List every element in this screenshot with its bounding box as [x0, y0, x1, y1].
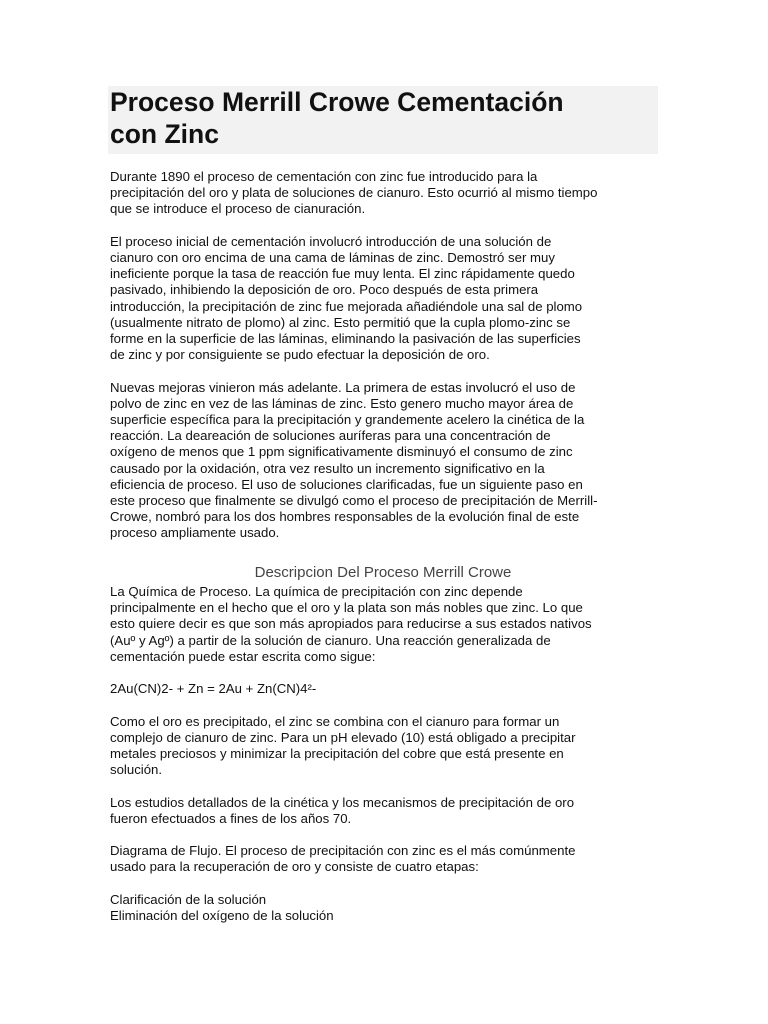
document-title: Proceso Merrill Crowe Cementación con Zinc: [110, 87, 564, 149]
section-text: [110, 584, 662, 924]
section-paragraph-1: La Química de Proceso. La química de precipitación con zinc depende principalmente en el hecho que el oro y la plata son más nobles que zinc. Lo que esto quiere decir es que son más apropiados para reducirse a sus estados nativos (Auº y Agº) a partir de la solución de cianuro. Una reacción generalizada de cementación puede estar escrita como sigue:: [110, 584, 592, 664]
intro-paragraph-3: Nuevas mejoras vinieron más adelante. La primera de estas involucró el uso de polvo de zinc en vez de las láminas de zinc. Esto genero mucho mayor área de superficie específica para la precipitación y grandemente acelero la cinética de la reacción. La deareación de soluciones auríferas para una concentración de oxígeno de menos que 1 ppm significativamente disminuyó el consumo de zinc causado por la oxidación, otra vez resulto un incremento significativo en la eficiencia de proceso. El uso de soluciones clarificadas, fue un siguiente paso en este proceso que finalmente se divulgó como el proceso de precipitación de Merrill- Crowe, nombró para los dos hombres responsables de la evolución final de este proceso ampliamente usado.: [110, 379, 598, 541]
section-heading: Descripcion Del Proceso Merrill Crowe: [254, 564, 512, 581]
reaction-equation: 2Au(CN)2- + Zn = 2Au + Zn(CN)4²-: [110, 681, 317, 697]
step-1: Clarificación de la solución: [110, 891, 267, 907]
intro-paragraph-2: El proceso inicial de cementación involucró introducción de una solución de cianuro con oro encima de una cama de láminas de zinc. Demostró ser muy ineficiente porque la tasa de reacción fue muy lenta. El zinc rápidamente quedo pasivado, inhibiendo la deposición de oro. Poco después de esta primera introducción, la precipitación de zinc fue mejorada añadiéndole una sal de plomo (usualmente nitrato de plomo) al zinc. Esto permitió que la cupla plomo-zinc se forme en la superficie de las láminas, eliminando la pasivación de las superficies de zinc y por consiguiente se pudo efectuar la deposición de oro.: [110, 233, 583, 363]
step-2: Eliminación del oxígeno de la solución: [110, 907, 334, 923]
intro-paragraph-1: Durante 1890 el proceso de cementación con zinc fue introducido para la precipitación del oro y plata de soluciones de cianuro. Esto ocurrió al mismo tiempo que se introduce el proceso de cianuración.: [110, 169, 598, 217]
section-paragraph-3: Los estudios detallados de la cinética y los mecanismos de precipitación de oro fueron efectuados a fines de los años 70.: [110, 794, 575, 826]
intro-text: [110, 169, 662, 558]
section-paragraph-2: Como el oro es precipitado, el zinc se combina con el cianuro para formar un complejo de cianuro de zinc. Para un pH elevado (10) está obligado a precipitar metales preciosos y minimizar la precipitación del cobre que está presente en solución.: [110, 713, 576, 778]
section-paragraph-4: Diagrama de Flujo. El proceso de precipitación con zinc es el más comúnmente usado para la recuperación de oro y consiste de cuatro etapas:: [110, 843, 576, 875]
